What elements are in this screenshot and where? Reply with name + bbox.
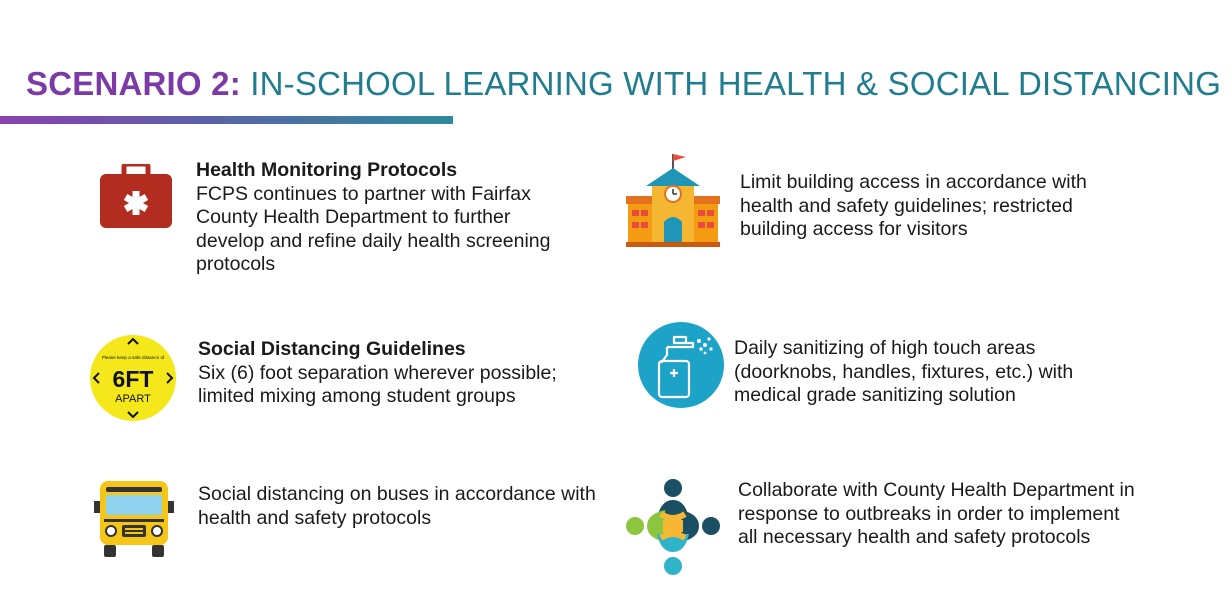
six-feet-apart-icon	[89, 334, 177, 427]
item-heading: Social Distancing Guidelines	[198, 338, 466, 360]
item-body: Limit building access in accordance with health and safety guidelines; restricted building access for visitors	[740, 171, 1087, 240]
medical-kit-icon	[98, 164, 174, 235]
badge-apart-text: APART	[115, 393, 151, 405]
item-body: FCPS continues to partner with Fairfax County Health Department to further develop and refine daily health screening protocols	[196, 182, 551, 275]
scenario-label: SCENARIO 2:	[26, 65, 241, 102]
item-body: Daily sanitizing of high touch areas (doorknobs, handles, fixtures, etc.) with medical grade sanitizing solution	[734, 337, 1074, 406]
scenario-title: IN-SCHOOL LEARNING WITH HEALTH & SOCIAL DISTANCING	[250, 65, 1222, 102]
item-body: Social distancing on buses in accordance with health and safety protocols	[198, 483, 596, 529]
badge-small-text: Please keep a safe distance of	[101, 355, 165, 360]
page-title	[26, 64, 1221, 104]
item-heading: Health Monitoring Protocols	[196, 159, 458, 181]
school-bus-icon	[94, 479, 174, 564]
sanitizer-spray-icon	[637, 321, 725, 414]
badge-distance-text: 6FT	[112, 366, 154, 392]
collaboration-people-icon	[625, 478, 721, 581]
school-building-icon	[626, 150, 720, 253]
item-body: Six (6) foot separation wherever possible; limited mixing among student groups	[198, 361, 557, 407]
title-underline	[0, 116, 453, 124]
item-body: Collaborate with County Health Department in response to outbreaks in order to implement all necessary health and safety protocols	[738, 479, 1135, 548]
